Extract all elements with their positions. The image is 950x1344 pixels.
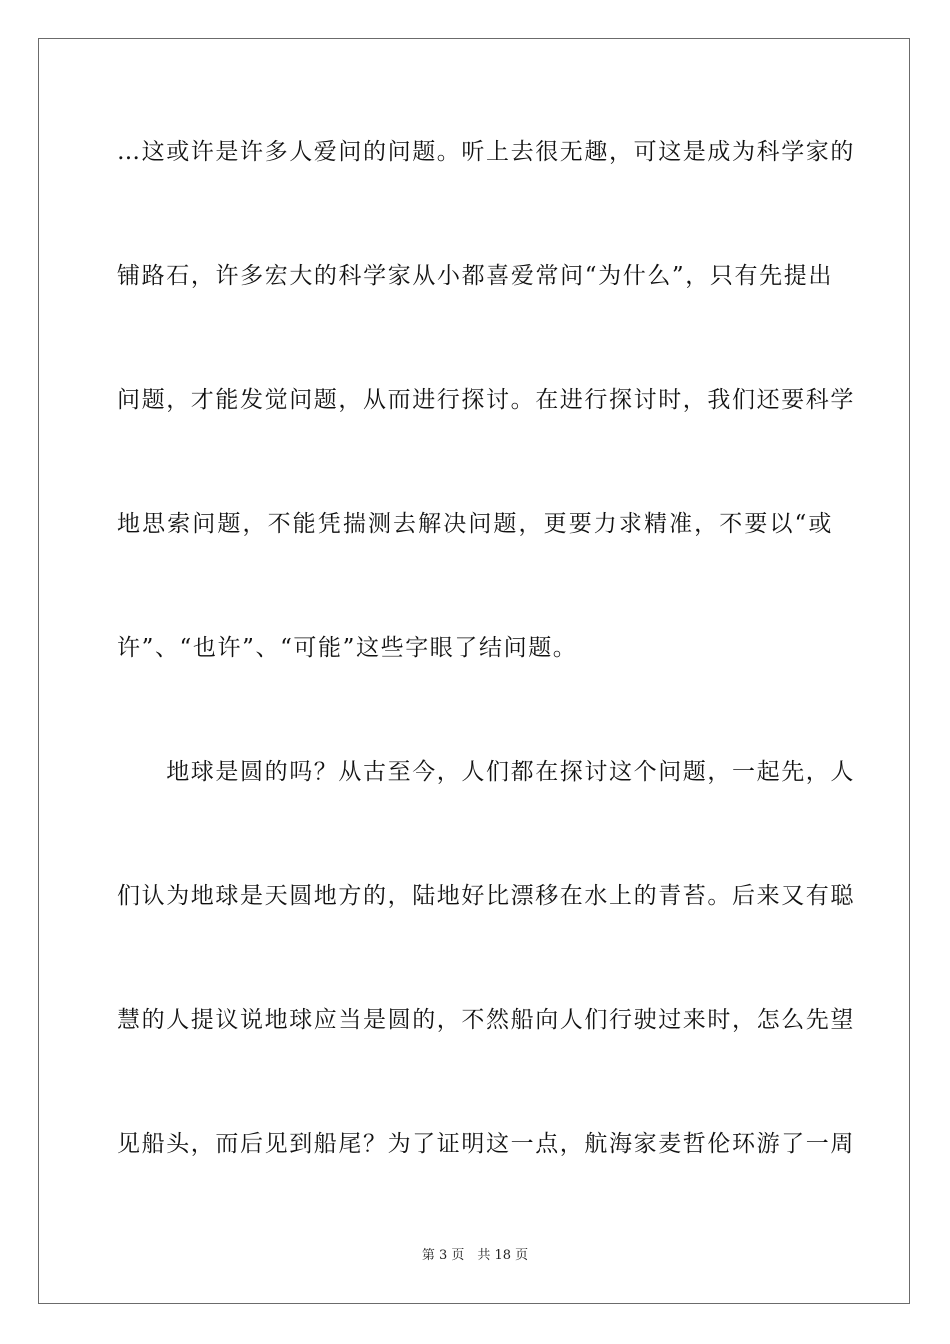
body-text-line: 见船头，而后见到船尾？为了证明这一点，航海家麦哲伦环游了一周 [117,1131,855,1157]
body-text-line: 铺路石，许多宏大的科学家从小都喜爱常问“为什么”，只有先提出 [117,263,833,289]
body-text-line: 们认为地球是天圆地方的，陆地好比漂移在水上的青苔。后来又有聪 [117,883,855,909]
page-border [38,38,910,1304]
body-text-line: 许”、“也许”、“可能”这些字眼了结问题。 [117,635,578,661]
body-text-line: 问题，才能发觉问题，从而进行探讨。在进行探讨时，我们还要科学 [117,387,855,413]
page-number-footer: 第 3 页 共 18 页 [421,1248,529,1263]
body-text-line: 地思索问题，不能凭揣测去解决问题，更要力求精准，不要以“或 [117,511,833,537]
body-text-line: …这或许是许多人爱问的问题。听上去很无趣，可这是成为科学家的 [117,139,855,165]
body-text-line: 地球是圆的吗？从古至今，人们都在探讨这个问题，一起先，人 [117,759,855,785]
body-text-line: 慧的人提议说地球应当是圆的，不然船向人们行驶过来时，怎么先望 [117,1007,855,1033]
